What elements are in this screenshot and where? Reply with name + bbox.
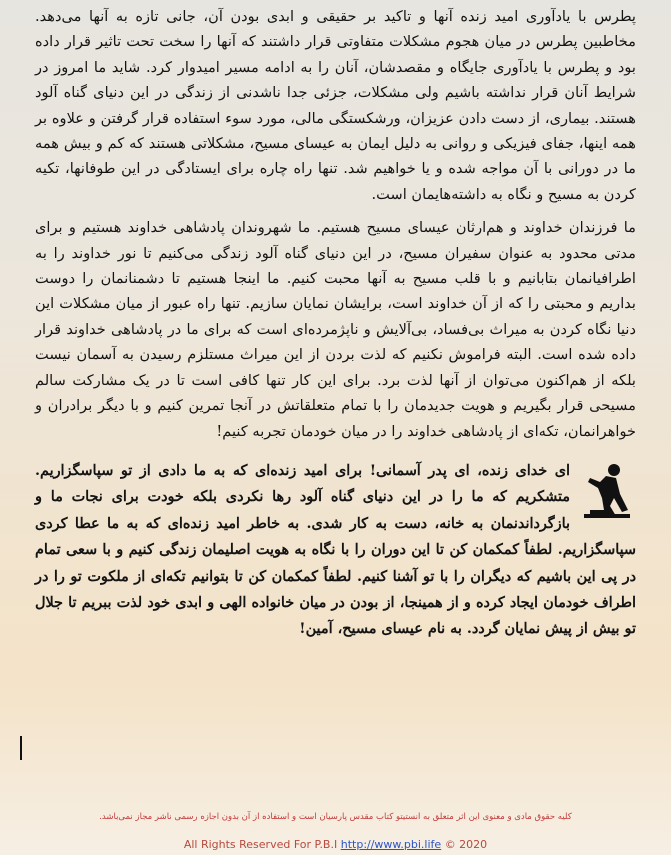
legal-notice: کلیه حقوق مادی و معنوی این اثر متعلق به انستیتو کتاب مقدس پارسیان است و استفاده از آن بدون اجازه رسمی ناشر مجاز نمی‌باشد. — [99, 812, 572, 822]
website-link[interactable]: http://www.pbi.life — [340, 838, 442, 851]
paragraph-1: پطرس با یادآوری امید زنده آنها و تاکید بر حقیقی و ابدی بودن آن، جانی تازه به آنها می‌دهد. مخاطبین پطرس در میان هجوم مشکلات متفاوتی قرار داشتند که آنها را سخت تحت تاثیر قرار داده بود و پطرس با یادآوری جایگاه و مقصدشان، آنان را به ادامه مسیر امیدوار کرد. شاید ما امروز در شرایط آنان قرار نداشته باشیم ولی مشکلات، جزئی جدا ناشدنی از زندگی در این دنیای گناه آلود هستند. بیماری، از دست دادن عزیزان، ورشکستگی مالی، مورد سوء استفاده قرار گرفتن و علاوه بر همه اینها، جفای فیزیکی و روانی به دلیل ایمان به عیسای مسیح، مشکلاتی هستند که کم و بیش همه ما در دورانی با آن مواجه شده و یا خواهیم شد. تنها راه چاره برای ایستادگی در این طوفانها، تکیه کردن به مسیح و نگاه به داشته‌هایمان است. — [35, 8, 636, 203]
text-cursor — [20, 736, 22, 760]
copyright-footer — [0, 838, 671, 851]
prayer-block — [35, 458, 636, 643]
praying-person-icon — [576, 460, 636, 520]
prayer-text: ای خدای زنده، ای پدر آسمانی! برای امید زنده‌ای که به ما دادی از تو سپاسگزاریم. متشکریم که ما را در این دنیای گناه آلود رها نکردی بلکه خودت برای نجات ما و بازگرداندنمان به خانه، دست به کار شدی. به خاطر امید زنده‌ای که به ما عطا کردی سپاسگزاریم. لطفاً کمکمان کن تا این دوران را با نگاه به هویت اصلیمان زندگی کنیم و با سعی تمام در پی این باشیم که دیگران را با تو آشنا کنیم. لطفاً کمکمان کن تا بتوانیم تکه‌ای از ملکوت تو را در اطراف خودمان ایجاد کرده و از همینجا، از بودن در میان خانواده الهی و ابدی خود لذت ببریم تا جلال تو بیش از پیش نمایان گردد. به نام عیسای مسیح، آمین! — [35, 461, 636, 638]
paragraph-2: ما فرزندان خداوند و هم‌ارثان عیسای مسیح هستیم. ما شهروندان پادشاهی خداوند هستیم و برای مدتی محدود به عنوان سفیران مسیح، در این دنیای گناه آلود زندگی می‌کنیم تا نور خداوند را به اطرافیانمان بتابانیم و با قلب مسیح به آنها محبت کنیم. ما اینجا هستیم تا دشمنانمان را دوست بداریم و محبتی را که از آن خداوند است، برایشان نمایان سازیم. تنها راه عبور از میان مشکلات این دنیا نگاه کردن به میراث بی‌فساد، بی‌آلایش و ناپژمرده‌ای است که برای ما در پادشاهی خداوند قرار داده شده است. البته فراموش نکنیم که لذت بردن از این میراث مستلزم رسیدن به آسمان نیست بلکه از هم‌اکنون می‌توان از آنها لذت برد. برای این کار تنها کافی است تا در یک مشارکت سالم مسیحی قرار بگیریم و هویت جدیدمان را با تمام متعلقاتش در آنجا تمرین کنیم و با دیگر برادران و خواهرانمان، تکه‌ای از پادشاهی خداوند را در میان خودمان تجربه کنیم! — [35, 219, 636, 440]
copyright-prefix: All Rights Reserved For P.B.I — [183, 838, 338, 851]
copyright-year: © 2020 — [444, 838, 488, 851]
document-body — [35, 4, 636, 643]
